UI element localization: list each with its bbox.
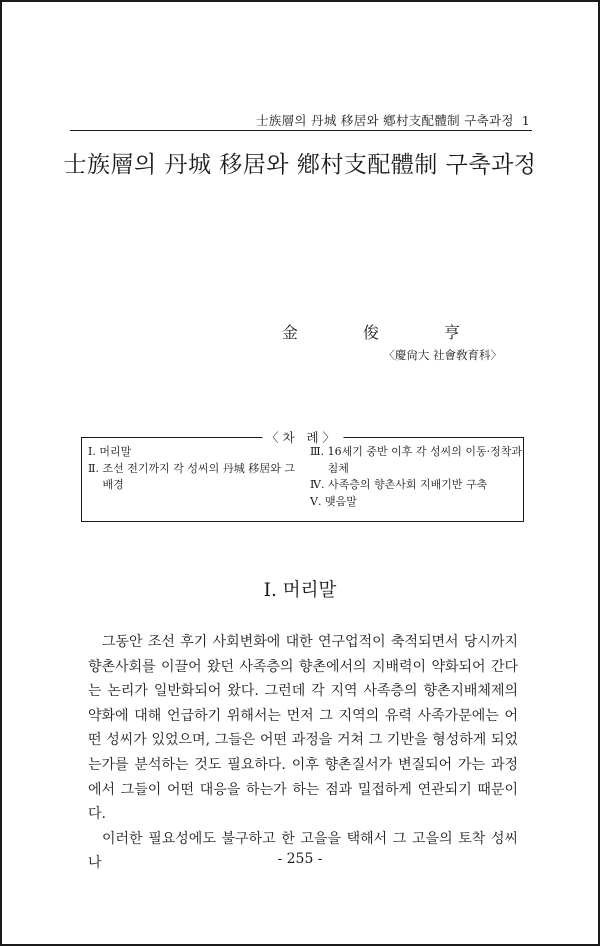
paper-title: 士族層의 丹城 移居와 鄕村支配體制 구축과정 — [63, 152, 537, 178]
header-page-number: 1 — [521, 113, 530, 128]
author-affiliation: 〈慶尙大 社會敎育科〉 — [383, 348, 502, 362]
toc-item-text: 조선 전기까지 각 성씨의 丹城 移居와 그 배경 — [102, 461, 295, 491]
toc-item-4 — [310, 477, 522, 494]
running-header — [256, 111, 530, 129]
toc-item-number: Ⅴ. — [310, 494, 325, 508]
toc-item-number: Ⅳ. — [310, 478, 328, 491]
page-number: - 255 - — [277, 851, 323, 867]
table-of-contents — [81, 430, 524, 522]
body-text — [88, 630, 518, 876]
section-heading: Ⅰ. 머리말 — [263, 580, 337, 601]
toc-item-2 — [88, 461, 302, 494]
toc-item-text: 16세기 중반 이후 각 성씨의 이동·정착과 침체 — [327, 445, 522, 475]
toc-item-text: 사족층의 향촌사회 지배기반 구축 — [327, 478, 488, 491]
toc-item-number: Ⅲ. — [310, 445, 328, 458]
paragraph: 그동안 조선 후기 사회변화에 대한 연구업적이 축적되면서 당시까지 향촌사회를 이끌어 왔던 사족층의 향촌에서의 지배력이 약화되어 간다는 논리가 일반화되어 왔다. 그런데 각 지역 사족층의 향촌지배체제의 약화에 대해 언급하기 위해서는 먼저 그 지역의 유력 사족가문에는 어떤 성씨가 있었으며, 그들은 어떤 과정을 거쳐 그 기반을 형성하게 되었는가를 분석하는 것도 필요하다. 이후 향촌질서가 변질되어 가는 과정에서 그들이 어떤 대응을 하는가 하는 점과 밀접하게 연관되기 때문이다. — [88, 634, 518, 823]
toc-item-text: 머리말 — [99, 445, 132, 458]
running-title: 士族層의 丹城 移居와 鄕村支配體制 구축과정 — [255, 113, 514, 128]
toc-item-number: Ⅱ. — [88, 461, 103, 475]
toc-item-3 — [310, 444, 522, 477]
paragraph: 이러한 필요성에도 불구하고 한 고을을 택해서 그 고을의 토착 성씨나 — [88, 830, 518, 872]
toc-column-right — [310, 444, 522, 510]
author-name: 金 俊 亨 — [281, 323, 490, 342]
toc-item-text: 맺음말 — [324, 494, 357, 508]
header-rule — [70, 130, 532, 131]
toc-item-number: Ⅰ. — [88, 445, 100, 458]
toc-column-left — [88, 444, 302, 494]
toc-item-5 — [310, 494, 522, 511]
toc-item-1 — [88, 444, 302, 461]
toc-label: 〈차 례〉 — [262, 428, 343, 446]
